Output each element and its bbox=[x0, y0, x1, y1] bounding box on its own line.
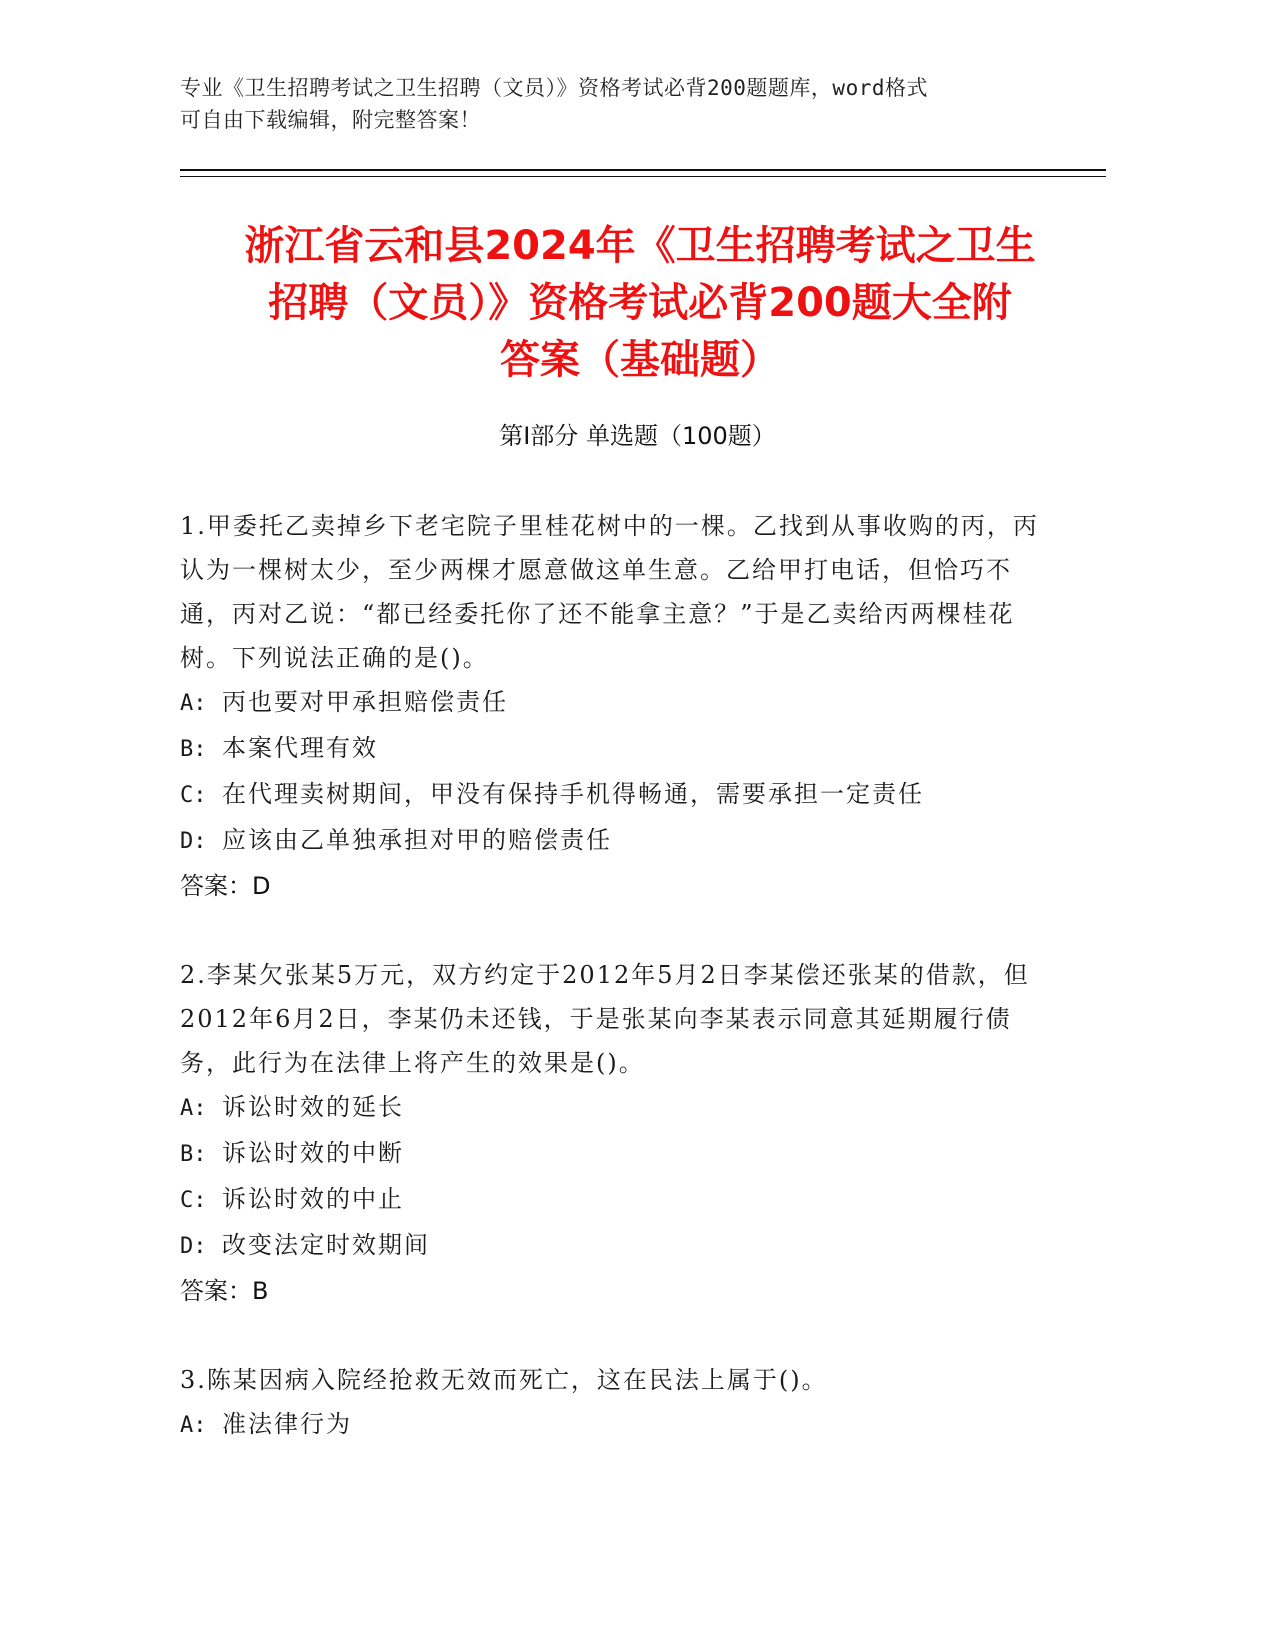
option-key: C: bbox=[180, 1188, 207, 1213]
answer: 答案：B bbox=[180, 1277, 269, 1305]
question-stem: 3.陈某因病入院经抢救无效而死亡，这在民法上属于()。 bbox=[180, 1366, 828, 1394]
header-note bbox=[180, 72, 1060, 136]
question-3 bbox=[180, 1358, 1040, 1448]
header-note-line-2: 可自由下载编辑，附完整答案！ bbox=[180, 108, 481, 132]
option-c bbox=[180, 1177, 1040, 1223]
answer: 答案：D bbox=[180, 872, 271, 900]
title-line-3: 答案（基础题） bbox=[500, 337, 780, 383]
option-text: 准法律行为 bbox=[222, 1410, 352, 1438]
option-b bbox=[180, 726, 1040, 772]
document-title bbox=[140, 218, 1140, 389]
question-stem: 2.李某欠张某5万元，双方约定于2012年5月2日李某偿还张某的借款，但2012年6月2日，李某仍未还钱，于是张某向李某表示同意其延期履行债务，此行为在法律上将产生的效果是()。 bbox=[180, 961, 1030, 1077]
option-text: 本案代理有效 bbox=[222, 734, 378, 762]
option-key: D: bbox=[180, 829, 207, 854]
option-key: A: bbox=[180, 691, 207, 716]
section-title: 第Ⅰ部分 单选题（100题） bbox=[499, 422, 776, 450]
title-line-1: 浙江省云和县2024年《卫生招聘考试之卫生 bbox=[244, 223, 1036, 269]
question-stem: 1.甲委托乙卖掉乡下老宅院子里桂花树中的一棵。乙找到从事收购的丙，丙认为一棵树太少，至少两棵才愿意做这单生意。乙给甲打电话，但恰巧不通，丙对乙说：“都已经委托你了还不能拿主意？”于是乙卖给丙两棵桂花树。下列说法正确的是()。 bbox=[180, 512, 1039, 672]
option-c bbox=[180, 772, 1040, 818]
option-text: 在代理卖树期间，甲没有保持手机得畅通，需要承担一定责任 bbox=[222, 780, 924, 808]
question-1 bbox=[180, 504, 1040, 908]
option-key: A: bbox=[180, 1096, 207, 1121]
option-key: D: bbox=[180, 1234, 207, 1259]
option-a bbox=[180, 1085, 1040, 1131]
option-key: C: bbox=[180, 783, 207, 808]
option-d bbox=[180, 818, 1040, 864]
option-key: B: bbox=[180, 1142, 207, 1167]
question-2 bbox=[180, 953, 1040, 1313]
option-key: B: bbox=[180, 737, 207, 762]
option-text: 诉讼时效的中止 bbox=[222, 1185, 404, 1213]
option-b bbox=[180, 1131, 1040, 1177]
header-rule-thick bbox=[180, 169, 1106, 171]
header-note-line-1: 专业《卫生招聘考试之卫生招聘（文员）》资格考试必背200题题库，word格式 bbox=[180, 76, 928, 100]
question-list bbox=[180, 504, 1040, 1493]
option-a bbox=[180, 680, 1040, 726]
option-a bbox=[180, 1402, 1040, 1448]
title-line-2: 招聘（文员）》资格考试必背200题大全附 bbox=[268, 280, 1012, 326]
option-key: A: bbox=[180, 1413, 207, 1438]
option-d bbox=[180, 1223, 1040, 1269]
option-text: 诉讼时效的中断 bbox=[222, 1139, 404, 1167]
header-rule-thin bbox=[180, 176, 1106, 177]
option-text: 应该由乙单独承担对甲的赔偿责任 bbox=[222, 826, 612, 854]
option-text: 丙也要对甲承担赔偿责任 bbox=[222, 688, 508, 716]
option-text: 诉讼时效的延长 bbox=[222, 1093, 404, 1121]
option-text: 改变法定时效期间 bbox=[222, 1231, 430, 1259]
